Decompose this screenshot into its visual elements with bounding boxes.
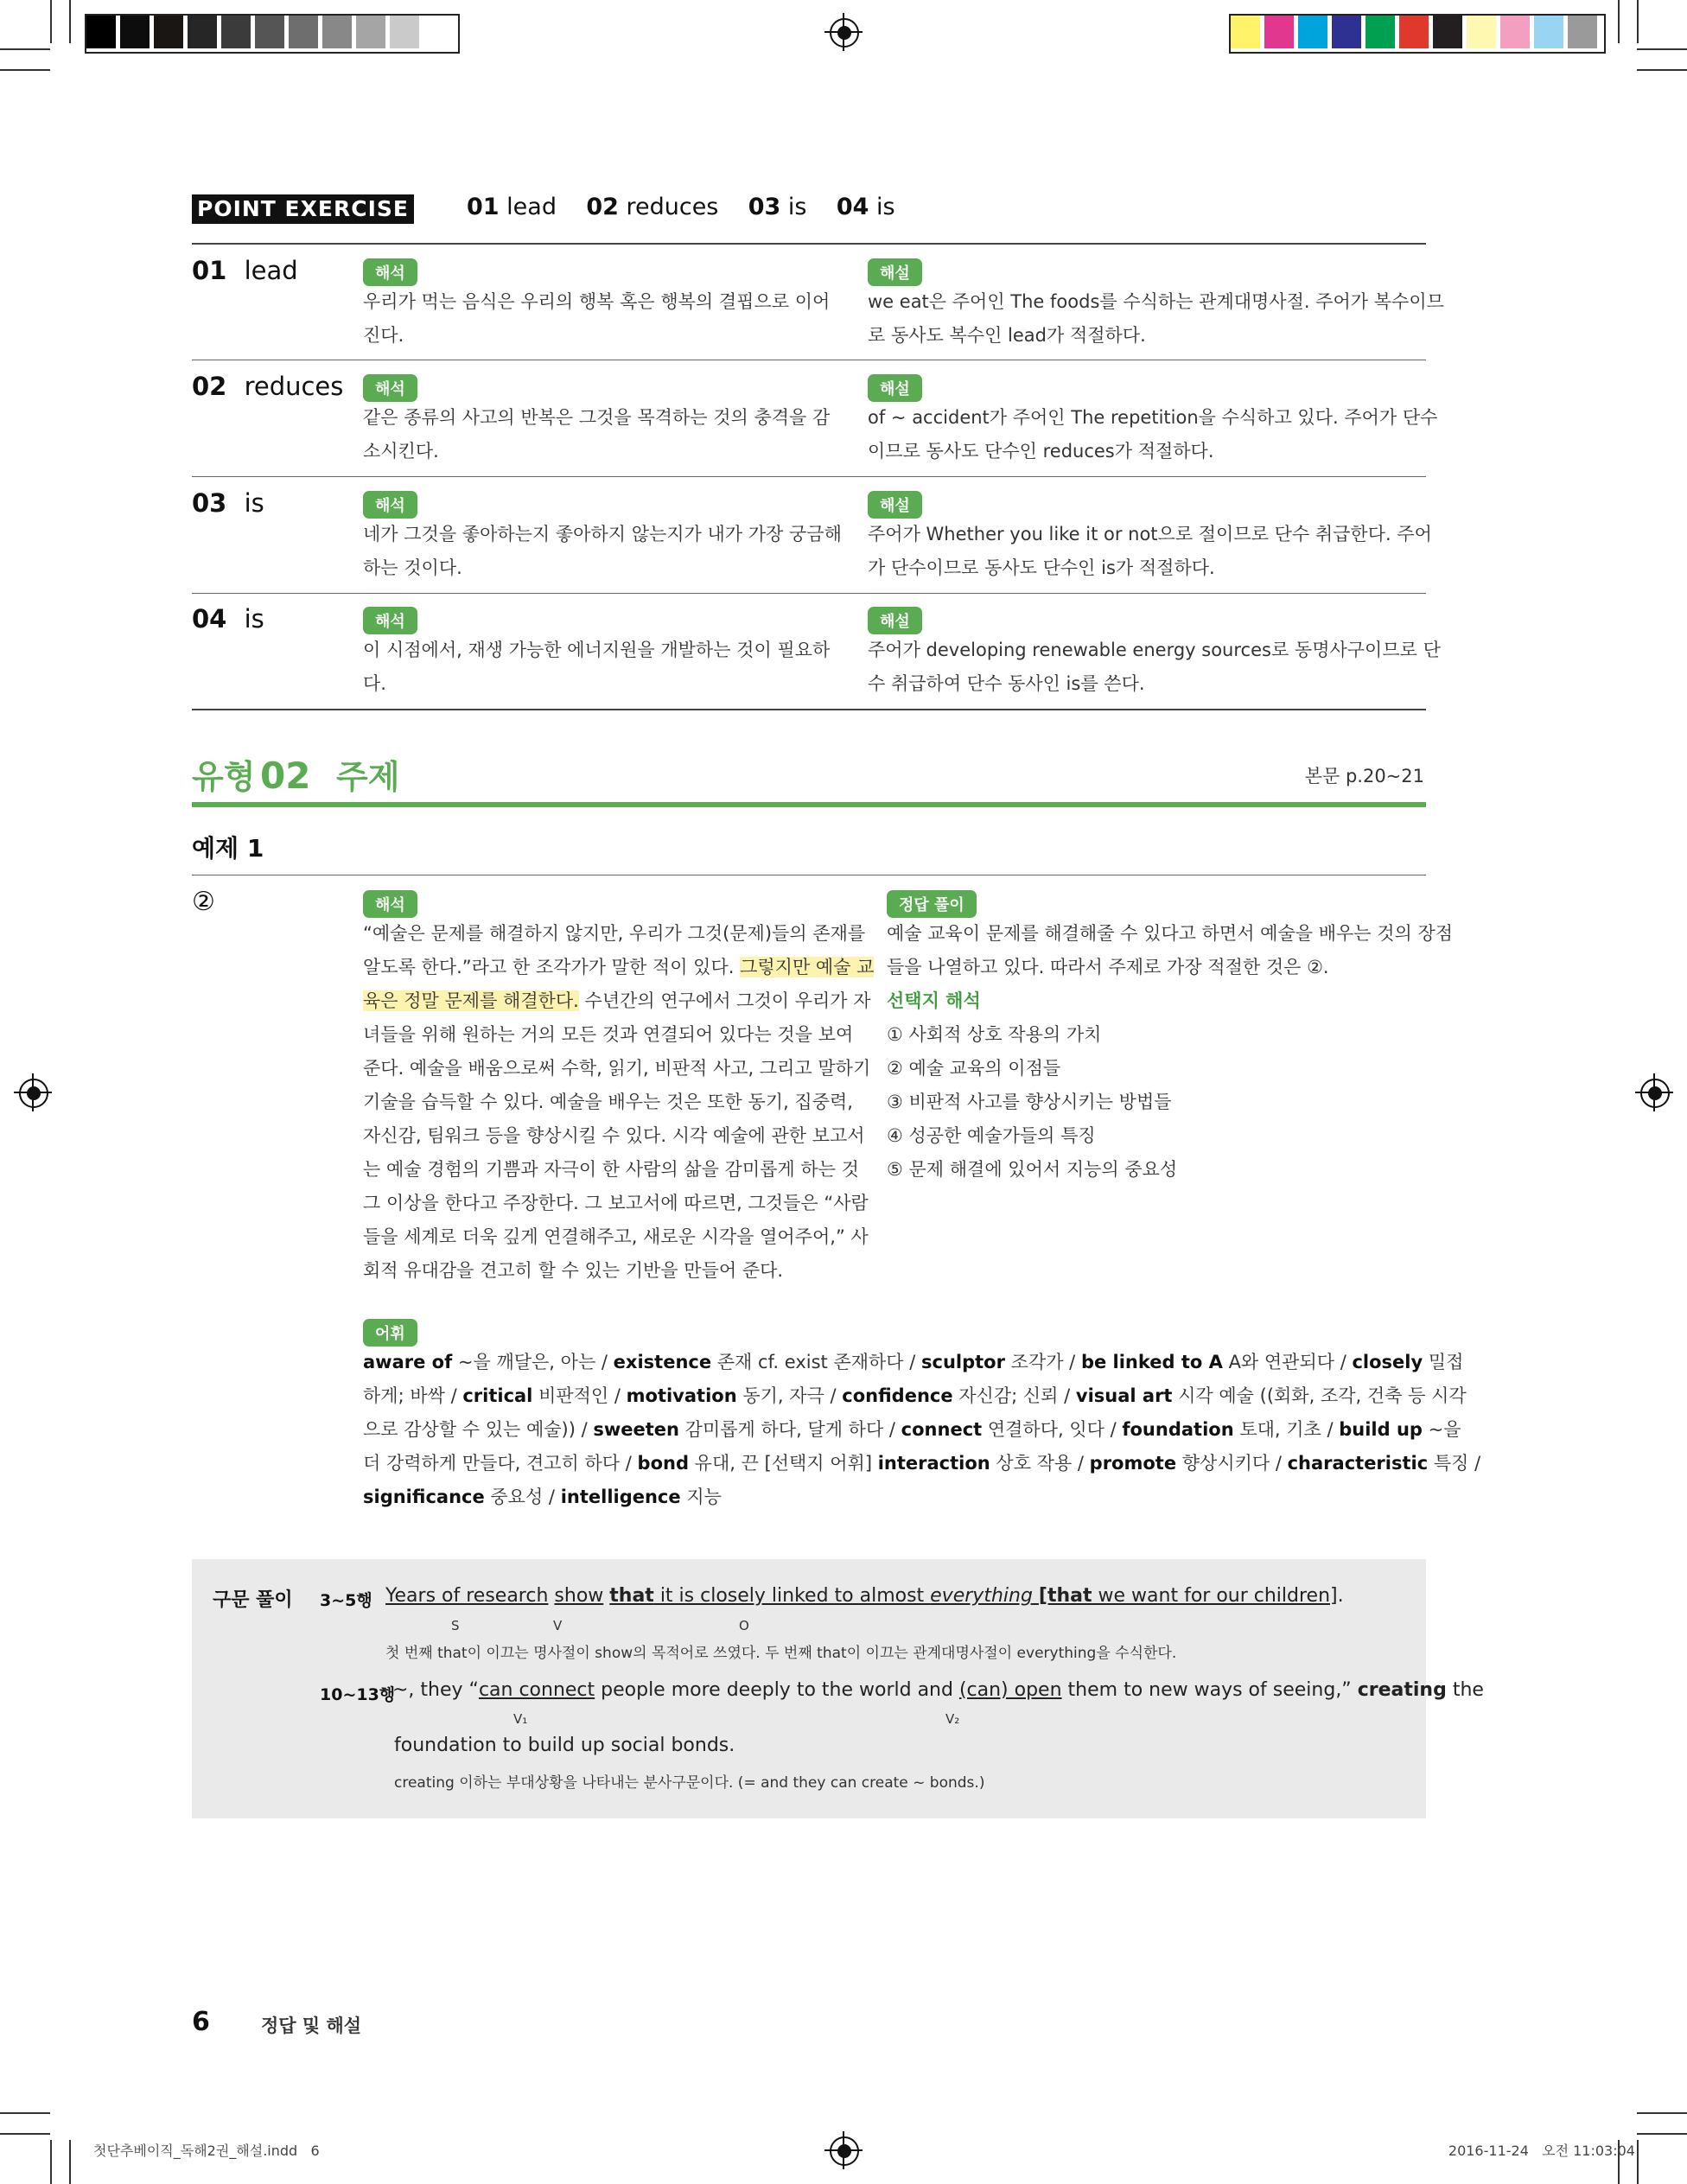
exercise-row-number: 03 is (192, 488, 264, 518)
translation-badge: 해석 (363, 890, 417, 918)
exercise-row-number: 04 is (192, 604, 264, 634)
vocab-meaning: 특징 / (1428, 1453, 1481, 1474)
crop-mark (1637, 0, 1639, 43)
color-swatch (1399, 16, 1429, 48)
crop-mark (0, 48, 50, 50)
translation-badge: 해석 (363, 258, 417, 286)
vocab-meaning: 지능 (680, 1487, 722, 1507)
vocab-term: build up (1339, 1419, 1423, 1440)
translation-badge: 해석 (363, 607, 417, 634)
gray-swatch (289, 16, 318, 48)
vocab-term: existence (613, 1352, 712, 1372)
vocab-term: visual art (1075, 1385, 1173, 1406)
vocab-term: connect (901, 1419, 983, 1440)
page-number: 6 (192, 2007, 210, 2037)
answer-explanation: 예술 교육이 문제를 해결해줄 수 있다고 하면서 예술을 배우는 것의 장점 들을 나열하고 있다. 따라서 주제로 가장 적절한 것은 ②. 선택지 해석 ① 사회적 상호 작용의 가치 ② 예술 교육의 이점들 ③ 비판적 사고를 향상시키는 방법들 ④ 성공한 예술가들의 특징 ⑤ 문제 해결에 있어서 지능의 중요성 (887, 917, 1453, 1187)
point-exercise-logo: POINT EXERCISE (192, 194, 414, 224)
vocab-meaning: 시각 예술 ((회화, 조각, 건축 등 시각 (1172, 1385, 1467, 1406)
vocab-term: sculptor (921, 1352, 1005, 1372)
highlighted-sentence: 그렇지만 예술 교 (740, 957, 875, 977)
explanation-text: 주어가 Whether you like it or not으로 절이므로 단수 취급한다. 주어 가 단수이므로 동사도 단수인 is가 적절하다. (868, 524, 1432, 578)
section-title: 유형 02 주제 (192, 755, 400, 797)
vocab-term: promote (1089, 1453, 1177, 1474)
crop-mark (0, 2112, 50, 2114)
vocab-term: critical (462, 1385, 533, 1406)
color-swatch (1366, 16, 1395, 48)
subject-mark: S (451, 1618, 460, 1633)
crop-mark (1618, 0, 1620, 43)
object-mark: O (739, 1618, 749, 1633)
vocab-term: interaction (877, 1453, 990, 1474)
vocab-term: closely (1352, 1352, 1423, 1372)
vocab-meaning: 유대, 끈 [선택지 어휘] (688, 1453, 878, 1474)
vocab-meaning: 하게; 바싹 / (363, 1385, 463, 1406)
grammar-sentence-cont: foundation to build up social bonds. (394, 1735, 735, 1756)
vocab-meaning: 감미롭게 하다, 달게 하다 / (679, 1419, 901, 1440)
color-swatch (1332, 16, 1361, 48)
passage-translation: “예술은 문제를 해결하지 않지만, 우리가 그것(문제)들의 존재를 알도록 한다.”라고 한 조각가가 말한 적이 있다. 그렇지만 예술 교 육은 정말 문제를 해결한다. 수년간의 연구에서 그것이 우리가 자 녀들을 위해 원하는 거의 모든 것과 연결되어 있다는 것을 보여 준다. 예술을 배움으로써 수학, 읽기, 비판적 사고, 그리고 말하기 기술을 습득할 수 있다. 예술을 배우는 것은 또한 동기, 집중력, 자신감, 팀워크 등을 향상시킬 수 있다. 시각 예술에 관한 보고서 는 예술 경험의 기쁨과 자극이 한 사람의 삶을 감미롭게 하는 것 그 이상을 한다고 주장한다. 그 보고서에 따르면, 그것들은 “사람 들을 세계로 더욱 깊게 연결해주고, 새로운 시각을 열어주어,” 사 회적 유대감을 견고히 할 수 있는 기반을 만들어 준다. (363, 923, 875, 1281)
grammar-sentence: Years of research show that it is closely linked to almost everything [that we want for our children]. (385, 1585, 1344, 1607)
grammar-label: 구문 풀이 (213, 1589, 293, 1611)
color-swatch (1264, 16, 1294, 48)
vocab-term: sweeten (593, 1419, 679, 1440)
registration-mark-icon (830, 2136, 859, 2166)
crop-mark (69, 0, 71, 43)
vocab-meaning: 향상시키다 / (1176, 1453, 1288, 1474)
print-timestamp: 2016-11-24 오전 11:03:04 (1448, 2143, 1635, 2159)
vocab-badge: 어휘 (363, 1319, 417, 1347)
explanation-text: of ~ accident가 주어인 The repetition을 수식하고 있다. 주어가 단수 이므로 동사도 단수인 reduces가 적절하다. (868, 407, 1438, 462)
translation-badge: 해석 (363, 491, 417, 519)
choices-title: 선택지 해석 (887, 990, 981, 1011)
choice-item: ③ 비판적 사고를 향상시키는 방법들 (887, 1092, 1172, 1112)
gray-swatch (120, 16, 150, 48)
vocab-meaning: 더 강력하게 만들다, 견고히 하다 / (363, 1453, 638, 1474)
color-swatch (1568, 16, 1597, 48)
vocab-meaning: 토대, 기초 / (1233, 1419, 1340, 1440)
gray-swatch (86, 16, 116, 48)
divider (192, 875, 1426, 876)
choice-item: ⑤ 문제 해결에 있어서 지능의 중요성 (887, 1159, 1178, 1180)
grammar-line-ref: 10~13행 (320, 1685, 396, 1704)
translation-badge: 해석 (363, 374, 417, 402)
grammar-line-ref: 3~5행 (320, 1591, 372, 1610)
divider (192, 476, 1426, 477)
vocab-meaning: 중요성 / (484, 1487, 561, 1507)
vocab-term: foundation (1122, 1419, 1234, 1440)
explanation-badge: 해설 (868, 374, 922, 402)
vocab-meaning: 조각가 / (1004, 1352, 1081, 1372)
highlighted-sentence: 육은 정말 문제를 해결한다. (363, 990, 579, 1011)
vocab-term: confidence (842, 1385, 953, 1406)
verb-mark: V₁ (513, 1711, 528, 1727)
translation-text: 우리가 먹는 음식은 우리의 행복 혹은 행복의 결핍으로 이어 진다. (363, 291, 831, 346)
choice-item: ② 예술 교육의 이점들 (887, 1058, 1061, 1079)
choice-item: ④ 성공한 예술가들의 특징 (887, 1125, 1096, 1146)
verb-mark: V (553, 1618, 563, 1633)
gray-swatch (322, 16, 352, 48)
answer-mark: ② (192, 887, 215, 917)
explanation-badge: 해설 (868, 491, 922, 519)
crop-mark (69, 2140, 71, 2184)
exercise-row-number: 01 lead (192, 256, 298, 285)
vocab-meaning: 밀접 (1423, 1352, 1464, 1372)
vocab-term: aware of (363, 1352, 453, 1372)
translation-text: 같은 종류의 사고의 반복은 그것을 목격하는 것의 충격을 감 소시킨다. (363, 407, 831, 462)
section-rule (192, 802, 1426, 807)
vocab-meaning: 자신감; 신뢰 / (952, 1385, 1076, 1406)
answer-explanation-badge: 정답 풀이 (887, 890, 977, 918)
color-swatch (1231, 16, 1260, 48)
page-reference: 본문 p.20~21 (1304, 766, 1424, 786)
gray-swatch (188, 16, 217, 48)
color-swatch (1467, 16, 1496, 48)
translation-text: 네가 그것을 좋아하는지 좋아하지 않는지가 내가 가장 궁금해 하는 것이다. (363, 524, 842, 578)
color-swatch (1298, 16, 1327, 48)
vocab-meaning: 동기, 자극 / (736, 1385, 843, 1406)
registration-mark-icon (19, 1079, 48, 1108)
explanation-badge: 해설 (868, 258, 922, 286)
gray-swatch (390, 16, 419, 48)
gray-swatch (221, 16, 251, 48)
registration-mark-icon (830, 18, 859, 48)
grammar-sentence: ~, they “can connect people more deeply to the world and (can) open them to new ways of seeing,” creating the (392, 1679, 1484, 1701)
verb-mark: V₂ (945, 1711, 960, 1727)
divider (192, 243, 1426, 245)
example-title: 예제 1 (192, 834, 264, 863)
vocab-meaning: 존재 cf. exist 존재하다 / (711, 1352, 922, 1372)
crop-mark (0, 2133, 50, 2135)
vocab-term: bond (637, 1453, 689, 1474)
gray-swatch (255, 16, 284, 48)
exercise-row-number: 02 reduces (192, 372, 344, 401)
crop-mark (1637, 69, 1687, 71)
file-name: 첫단추베이직_독해2권_해설.indd 6 (93, 2143, 320, 2159)
divider (192, 593, 1426, 594)
vocab-meaning: 상호 작용 / (990, 1453, 1090, 1474)
color-swatch (1500, 16, 1530, 48)
vocab-meaning: 으로 감상할 수 있는 예술)) / (363, 1419, 594, 1440)
crop-mark (50, 2140, 52, 2184)
divider (192, 709, 1426, 710)
explanation-text: we eat은 주어인 The foods를 수식하는 관계대명사절. 주어가 복수이므 로 동사도 복수인 lead가 적절하다. (868, 291, 1444, 346)
vocab-meaning: ~을 깨달은, 아는 / (452, 1352, 614, 1372)
color-swatch (1433, 16, 1462, 48)
vocab-term: intelligence (560, 1487, 681, 1507)
registration-mark-icon (1640, 1079, 1670, 1108)
vocabulary-list (363, 1346, 1480, 1514)
crop-mark (1637, 2140, 1639, 2184)
vocab-term: significance (363, 1487, 485, 1507)
translation-text: 이 시점에서, 재생 가능한 에너지원을 개발하는 것이 필요하 다. (363, 640, 831, 694)
gray-swatch (356, 16, 385, 48)
choice-item: ① 사회적 상호 작용의 가치 (887, 1024, 1102, 1045)
explanation-text: 주어가 developing renewable energy sources로 동명사구이므로 단 수 취급하여 단수 동사인 is를 쓴다. (868, 640, 1441, 694)
crop-mark (1637, 2133, 1687, 2135)
page-title: 정답 및 해설 (261, 2015, 362, 2036)
explanation-badge: 해설 (868, 607, 922, 634)
crop-mark (0, 69, 50, 71)
vocab-term: characteristic (1287, 1453, 1429, 1474)
answer-summary: 01 lead 02 reduces 03 is 04 is (467, 194, 895, 220)
vocab-meaning: 연결하다, 잇다 / (982, 1419, 1123, 1440)
vocab-term: be linked to A (1080, 1352, 1223, 1372)
grammar-note: creating 이하는 부대상황을 나타내는 분사구문이다. (= and they can create ~ bonds.) (394, 1774, 985, 1792)
grammar-note: 첫 번째 that이 이끄는 명사절이 show의 목적어로 쓰였다. 두 번째 that이 이끄는 관계대명사절이 everything을 수식한다. (385, 1645, 1177, 1662)
color-swatch (1534, 16, 1563, 48)
crop-mark (50, 0, 52, 43)
vocab-meaning: A와 연관되다 / (1222, 1352, 1353, 1372)
vocab-meaning: ~을 (1422, 1419, 1461, 1440)
crop-mark (1637, 48, 1687, 50)
gray-swatch (154, 16, 183, 48)
gray-swatch (423, 16, 453, 48)
vocab-term: motivation (626, 1385, 737, 1406)
crop-mark (1637, 2112, 1687, 2114)
vocab-meaning: 비판적인 / (532, 1385, 627, 1406)
